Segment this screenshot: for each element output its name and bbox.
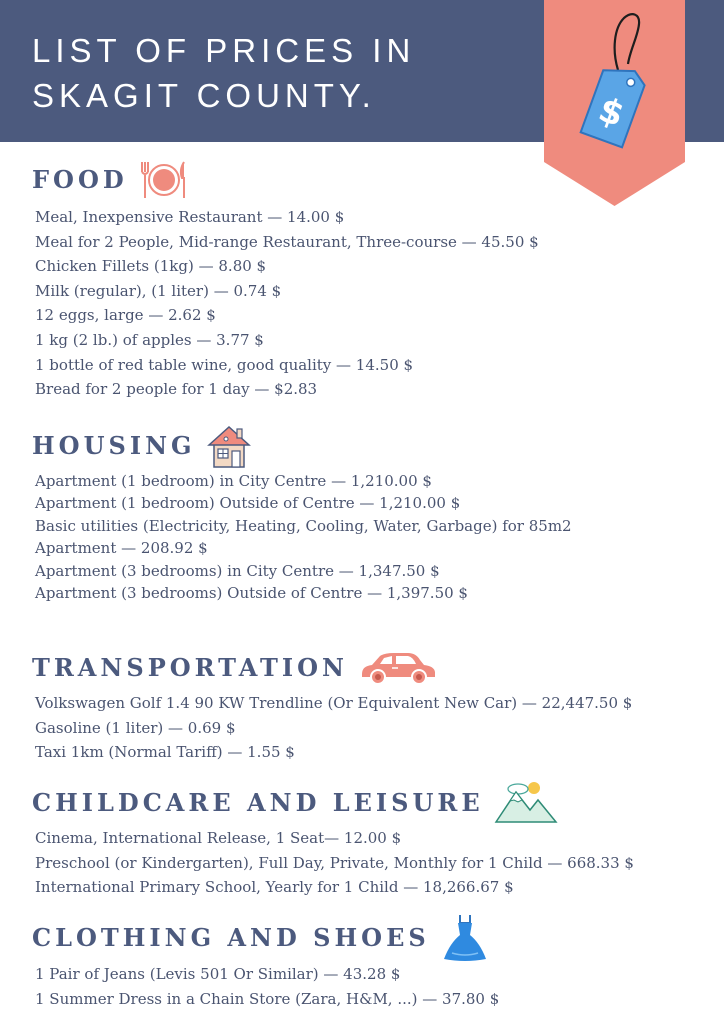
section-housing <box>32 422 722 604</box>
list-item: Basic utilities (Electricity, Heating, Cooling, Water, Garbage) for 85m2 <box>35 516 572 535</box>
list-item: Apartment — 208.92 $ <box>35 539 208 558</box>
list-item: Apartment (1 bedroom) Outside of Centre — 1,210.00 $ <box>35 494 461 513</box>
list-item: Apartment (1 bedroom) in City Centre — 1,210.00 $ <box>35 472 432 490</box>
list-item: Apartment (3 bedrooms) Outside of Centre — 1,397.50 $ <box>35 584 468 603</box>
mountain-sun-icon <box>494 780 558 826</box>
car-icon <box>358 650 438 686</box>
dress-icon <box>440 913 490 963</box>
list-item: 1 Summer Dress in a Chain Store (Zara, H&M, ...) — 37.80 $ <box>35 990 500 1008</box>
section-transportation <box>32 648 722 765</box>
list-item: Taxi 1km (Normal Tariff) — 1.55 $ <box>35 743 295 761</box>
section-childcare <box>32 780 722 900</box>
food-heading: FOOD <box>32 165 128 194</box>
childcare-heading: CHILDCARE AND LEISURE <box>32 788 484 817</box>
list-item: Preschool (or Kindergarten), Full Day, Private, Monthly for 1 Child — 668.33 $ <box>35 853 634 872</box>
house-icon <box>206 423 252 469</box>
clothing-heading: CLOTHING AND SHOES <box>32 923 430 952</box>
list-item: Volkswagen Golf 1.4 90 KW Trendline (Or Equivalent New Car) — 22,447.50 $ <box>35 694 633 712</box>
list-item: Chicken Fillets (1kg) — 8.80 $ <box>35 257 267 276</box>
housing-heading: HOUSING <box>32 431 196 460</box>
list-item: Gasoline (1 liter) — 0.69 $ <box>35 718 236 737</box>
svg-text:$: $ <box>593 89 630 136</box>
section-food <box>32 160 722 402</box>
list-item: 1 Pair of Jeans (Levis 501 Or Similar) — 43.28 $ <box>35 965 401 983</box>
list-item: Apartment (3 bedrooms) in City Centre — 1,347.50 $ <box>35 561 440 580</box>
page-title <box>32 28 512 118</box>
list-item: Cinema, International Release, 1 Seat— 12.00 $ <box>35 829 402 847</box>
list-item: Meal, Inexpensive Restaurant — 14.00 $ <box>35 208 345 226</box>
list-item: International Primary School, Yearly for 1 Child — 18,266.67 $ <box>35 878 514 896</box>
title-line-2: SKAGIT COUNTY. <box>32 77 376 114</box>
plate-cutlery-icon <box>138 160 190 200</box>
list-item: 1 kg (2 lb.) of apples — 3.77 $ <box>35 330 264 349</box>
list-item: 12 eggs, large — 2.62 $ <box>35 306 216 325</box>
transportation-heading: TRANSPORTATION <box>32 653 348 682</box>
section-clothing <box>32 912 722 1012</box>
title-line-1: LIST OF PRICES IN <box>32 32 416 69</box>
list-item: Bread for 2 people for 1 day — $2.83 <box>35 380 318 399</box>
list-item: Meal for 2 People, Mid-range Restaurant, Three-course — 45.50 $ <box>35 232 539 251</box>
list-item: 1 bottle of red table wine, good quality — 14.50 $ <box>35 355 414 374</box>
list-item: Milk (regular), (1 liter) — 0.74 $ <box>35 281 282 300</box>
